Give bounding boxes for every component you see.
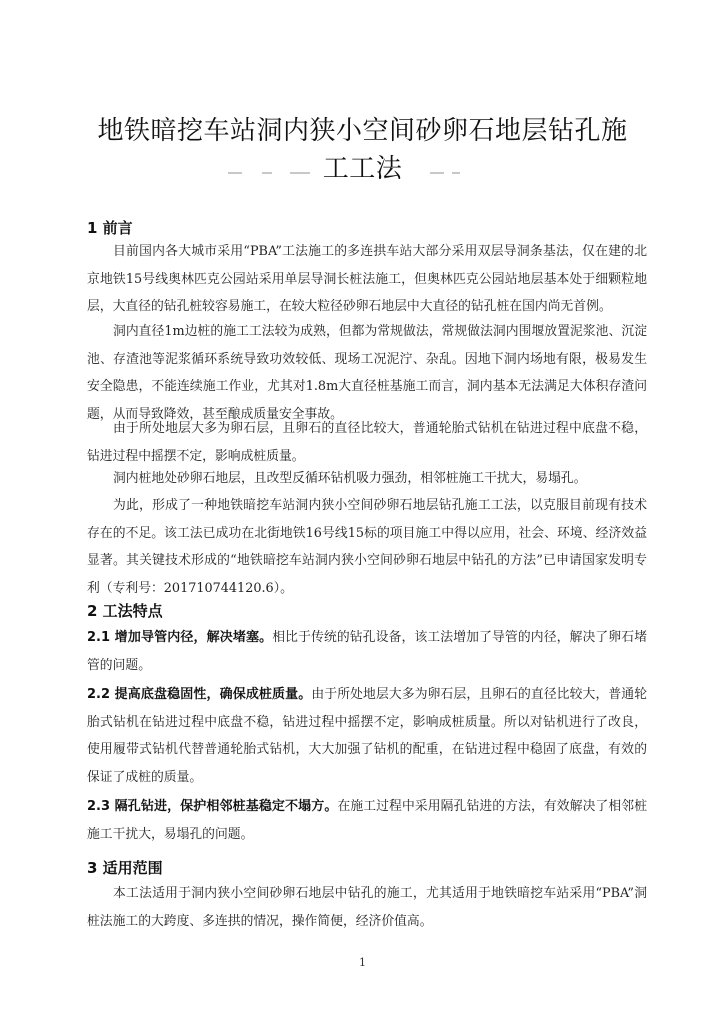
section-heading-scope: 3 适用范围 [87, 859, 163, 877]
feature-item [87, 681, 647, 791]
page-number: 1 [359, 956, 366, 969]
feature-item [87, 793, 647, 848]
title-line-1: 地铁暗挖车站洞内狭小空间砂卵石地层钻孔施 [97, 116, 628, 146]
scan-mark [228, 172, 242, 174]
section-heading-preface: 1 前言 [87, 219, 133, 237]
paragraph: 目前国内各大城市采用“PBA”工法施工的多连拱车站大部分采用双层导洞条基法，仅在建的北京地铁15号线奥林匹克公园站采用单层导洞长桩法施工，但奥林匹克公园站地层基本处于细颗粒地层，大直径的钻孔桩较容易施工，在较大粒径砂卵石地层中大直径的钻孔桩在国内尚无首例。 [87, 244, 647, 314]
feature-item-text: 由于所处地层大多为卵石层，且卵石的直径比较大，普通轮胎式钻机在钻进过程中底盘不稳，钻进过程中摇摆不定，影响成桩质量。所以对钻机进行了改良，使用履带式钻机代替普通轮胎式钻机，大大加强了钻机的配重，在钻进过程中稳固了底盘，有效的保证了成桩的质量。 [87, 687, 648, 785]
feature-item-text: 在施工过程中采用隔孔钻进的方法，有效解决了相邻桩施工干扰大，易塌孔的问题。 [87, 799, 647, 842]
paragraph: 由于所处地层大多为卵石层，且卵石的直径比较大，普通轮胎式钻机在钻进过程中底盘不稳，钻进过程中摇摆不定，影响成桩质量。 [87, 421, 647, 464]
section-heading-features: 2 工法特点 [87, 602, 163, 620]
title-line-2: 工工法 [322, 154, 403, 184]
scan-mark [452, 172, 460, 174]
scan-mark [290, 172, 310, 174]
scan-mark [430, 172, 444, 174]
paragraph: 为此，形成了一种地铁暗挖车站洞内狭小空间砂卵石地层钻孔施工工法，以克服目前现有技术存在的不足。该工法已成功在北街地铁16号线15标的项目施工中得以应用，社会、环境、经济效益显著。其关键技术形成的“地铁暗挖车站洞内狭小空间砂卵石地层中钻孔的方法”已申请国家发明专利（专利号：201710744120.6）。 [87, 498, 647, 596]
paragraph: 洞内直径1m边桩的施工工法较为成熟，但都为常规做法，常规做法洞内围堰放置泥浆池、沉淀池、存渣池等泥浆循环系统导致功效较低、现场工况泥泞、杂乱。因地下洞内场地有限，极易发生安全隐患，不能连续施工作业，尤其对1.8m大直径桩基施工而言，洞内基本无法满足大体积存渣问题，从而导致降效，甚至酿成质量安全事故。 [87, 324, 647, 422]
feature-item [87, 624, 647, 679]
paragraph: 本工法适用于洞内狭小空间砂卵石地层中钻孔的施工，尤其适用于地铁暗挖车站采用“PBA”洞桩法施工的大跨度、多连拱的情况，操作简便，经济价值高。 [87, 886, 647, 929]
feature-item-lead: 2.1 增加导管内径，解决堵塞。 [87, 630, 273, 645]
feature-item-text: 相比于传统的钻孔设备，该工法增加了导管的内径，解决了卵石堵管的问题。 [87, 630, 647, 673]
scan-mark [262, 172, 272, 174]
feature-item-lead: 2.3 隔孔钻进，保护相邻桩基稳定不塌方。 [87, 799, 338, 814]
paragraph: 洞内桩地处砂卵石地层，且改型反循环钻机吸力强劲，相邻桩施工干扰大，易塌孔。 [113, 471, 587, 486]
feature-item-lead: 2.2 提高底盘稳固性，确保成桩质量。 [87, 687, 312, 702]
